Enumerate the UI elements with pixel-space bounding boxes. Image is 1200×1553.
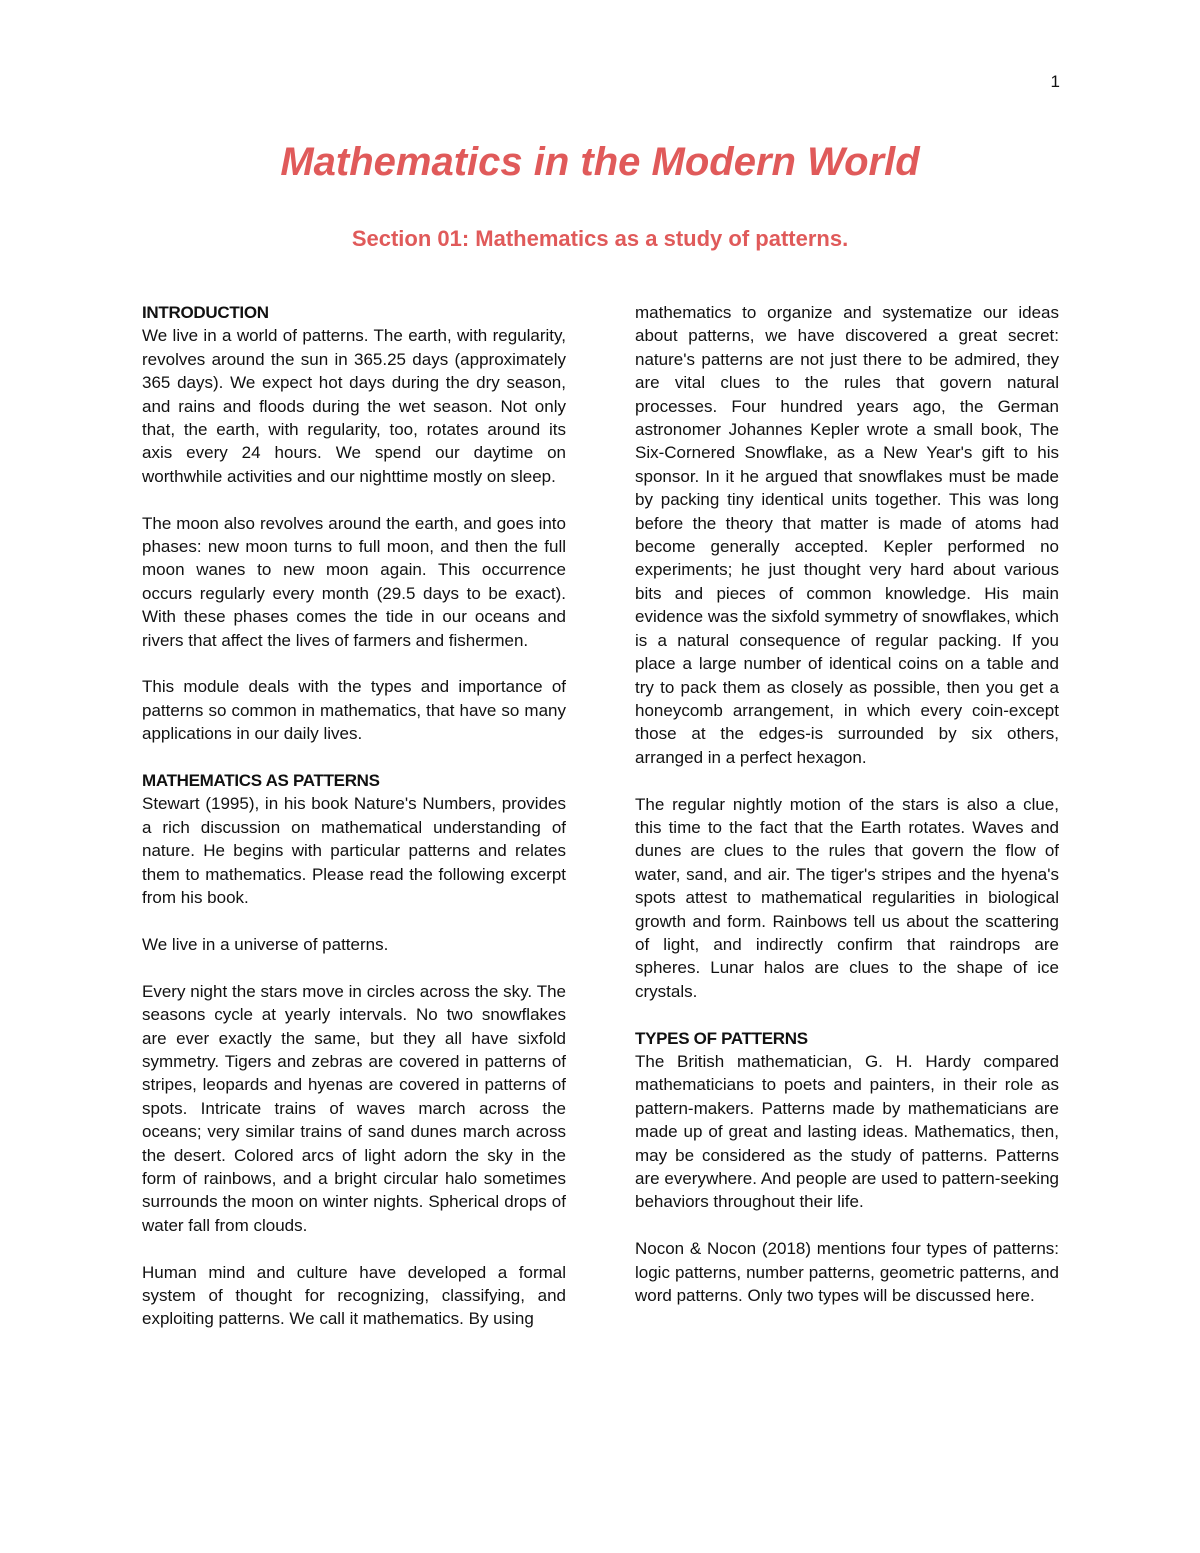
- document-title: Mathematics in the Modern World: [280, 140, 920, 184]
- page-number: 1: [1050, 72, 1060, 91]
- introduction-paragraph-2: The moon also revolves around the earth, and goes into phases: new moon turns to full moon, and then the full moon wanes to new moon again. This occurrence occurs regularly every month (29.5 days to be exact). With these phases comes the tide in our oceans and rivers that affect the lives of farmers and fishermen.: [142, 513, 566, 650]
- types-of-patterns-heading: TYPES OF PATTERNS: [635, 1028, 808, 1048]
- types-of-patterns-paragraph-2: Nocon & Nocon (2018) mentions four types of patterns: logic patterns, number patterns, geometric patterns, and word patterns. Only two types will be discussed here.: [635, 1239, 1059, 1306]
- excerpt-paragraph-stars: The regular nightly motion of the stars is also a clue, this time to the fact that the Earth rotates. Waves and dunes are clues to the rules that govern the flow of water, sand, and air. The tiger's stripes and the hyena's spots attest to mathematical regularities in biological growth and form. Rainbows tell us about the scattering of light, and indirectly confirm that raindrops are spheres. Lunar halos are clues to the shape of ice crystals.: [635, 794, 1059, 1001]
- mathematics-as-patterns-paragraph-2: We live in a universe of patterns.: [142, 934, 389, 954]
- left-column: [142, 301, 566, 1331]
- introduction-paragraph-1: We live in a world of patterns. The earth, with regularity, revolves around the sun in 365.25 days (approximately 365 days). We expect hot days during the dry season, and rains and floods during the wet season. Not only that, the earth, with regularity, too, rotates around its axis every 24 hours. We spend our daytime on worthwhile activities and our nighttime mostly on sleep.: [142, 326, 566, 486]
- mathematics-as-patterns-paragraph-4: Human mind and culture have developed a formal system of thought for recognizing, classifying, and exploiting patterns. We call it mathematics. By using: [142, 1262, 566, 1329]
- section-subtitle: Section 01: Mathematics as a study of patterns.: [351, 226, 849, 251]
- right-column: [635, 301, 1059, 1307]
- mathematics-as-patterns-paragraph-3: Every night the stars move in circles across the sky. The seasons cycle at yearly intervals. No two snowflakes are ever exactly the same, but they all have sixfold symmetry. Tigers and zebras are covered in patterns of stripes, leopards and hyenas are covered in patterns of spots. Intricate trains of waves march across the oceans; very similar trains of sand dunes march across the desert. Colored arcs of light adorn the sky in the form of rainbows, and a bright circular halo sometimes surrounds the moon on winter nights. Spherical drops of water fall from clouds.: [142, 981, 566, 1235]
- excerpt-continuation-paragraph: mathematics to organize and systematize our ideas about patterns, we have discovered a great secret: nature's patterns are not just there to be admired, they are vital clues to the rules that govern natural processes. Four hundred years ago, the German astronomer Johannes Kepler wrote a small book, The Six-Cornered Snowflake, as a New Year's gift to his sponsor. In it he argued that snowflakes must be made by packing tiny identical units together. This was long before the theory that matter is made of atoms had become generally accepted. Kepler performed no experiments; he just thought very hard about various bits and pieces of common knowledge. His main evidence was the sixfold symmetry of snowflakes, which is a natural consequence of regular packing. If you place a large number of identical coins on a table and try to pack them as closely as possible, then you get a honeycomb arrangement, in which every coin-except those at the edges-is surrounded by six others, arranged in a perfect hexagon.: [635, 303, 1059, 767]
- introduction-heading: INTRODUCTION: [142, 303, 269, 322]
- introduction-paragraph-3: This module deals with the types and importance of patterns so common in mathematics, that have so many applications in our daily lives.: [142, 677, 566, 744]
- mathematics-as-patterns-heading: MATHEMATICS AS PATTERNS: [142, 771, 380, 791]
- types-of-patterns-paragraph-1: The British mathematician, G. H. Hardy compared mathematicians to poets and painters, in their role as pattern-makers. Patterns made by mathematicians are made up of great and lasting ideas. Mathematics, then, may be considered as the study of patterns. Patterns are everywhere. And people are used to pattern-seeking behaviors throughout their life.: [635, 1051, 1059, 1212]
- mathematics-as-patterns-paragraph-1: Stewart (1995), in his book Nature's Numbers, provides a rich discussion on mathematical understanding of nature. He begins with particular patterns and relates them to mathematics. Please read the following excerpt from his book.: [142, 794, 566, 908]
